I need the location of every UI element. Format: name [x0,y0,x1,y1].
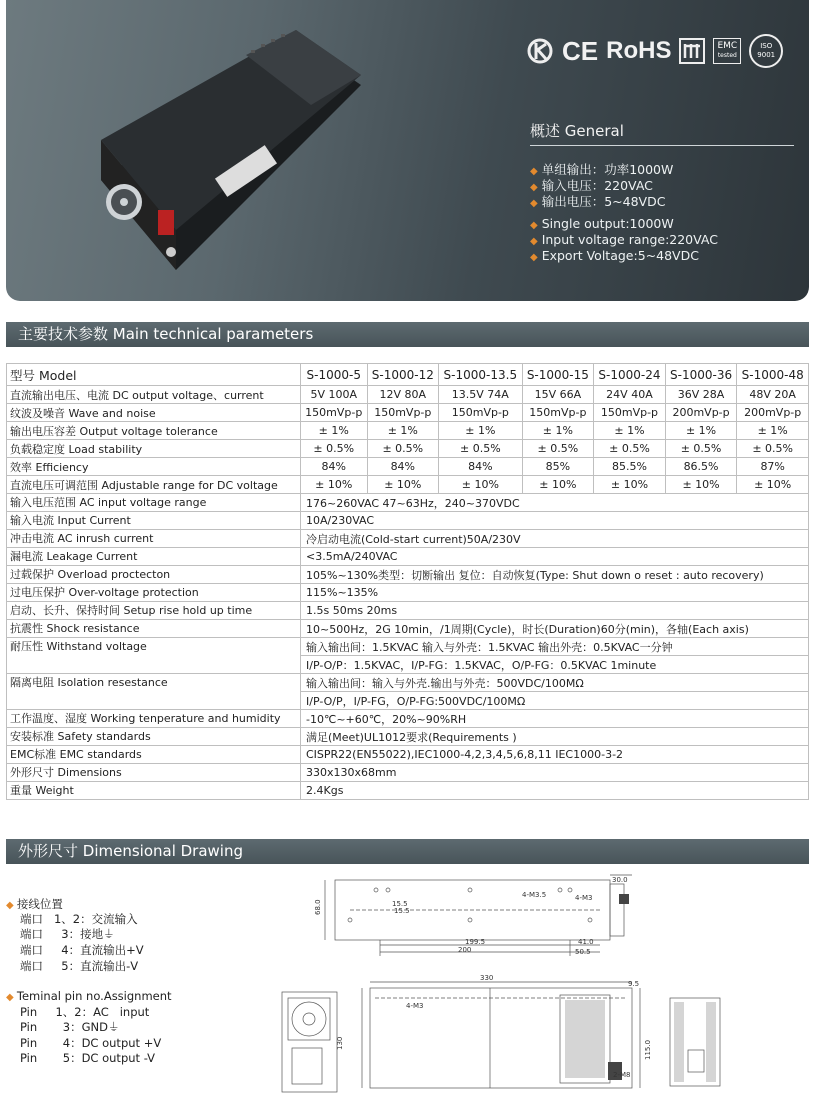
param-value: 10~500Hz，2G 10min，/1周期(Cycle)，时长(Duration)60分(min)，各轴(Each axis) [301,620,809,638]
kc-mark-icon [526,37,554,65]
param-value: 200mVp-p [665,404,737,422]
table-row [7,674,809,692]
ground-icon: ⏚ [103,927,115,941]
param-value: <3.5mA/240VAC [301,548,809,566]
param-value: 48V 20A [737,386,809,404]
general-title: 概述 General [530,122,624,140]
param-value: ± 0.5% [522,440,594,458]
param-value: ± 0.5% [737,440,809,458]
param-value: 输入输出间：输入与外壳.输出与外壳：500VDC/100MΩ [301,674,809,692]
param-label: 纹波及噪音 Wave and noise [7,404,301,422]
param-value: 满足(Meet)UL1012要求(Requirements ) [301,728,809,746]
general-bullet: ◆ 单组输出：功率1000W [530,162,674,177]
table-row [7,364,809,386]
param-value: ± 1% [522,422,594,440]
main-parameters-header: 主要技术参数 Main technical parameters [6,322,809,347]
model-cell: S-1000-36 [665,364,737,386]
table-row [7,638,809,656]
table-row [7,530,809,548]
power-supply-image [96,30,366,275]
param-value: 1.5s 50ms 20ms [301,602,809,620]
model-cell: S-1000-15 [522,364,594,386]
param-label: 启动、长升、保持时间 Setup rise hold up time [7,602,301,620]
model-cell: S-1000-13.5 [439,364,522,386]
param-value: 150mVp-p [522,404,594,422]
dim-label: 50.5 [575,948,591,956]
dimensional-drawing-header: 外形尺寸 Dimensional Drawing [6,839,809,864]
param-value: ± 10% [665,476,737,494]
dim-label: 115.0 [644,1039,652,1060]
param-value: 12V 80A [367,386,439,404]
table-row [7,566,809,584]
table-row [7,386,809,404]
param-value: 36V 28A [665,386,737,404]
table-row [7,782,809,800]
dim-label: 130 [336,1036,344,1050]
param-value: ± 10% [737,476,809,494]
param-value: ± 1% [737,422,809,440]
model-cell: S-1000-12 [367,364,439,386]
model-cell: S-1000-5 [301,364,368,386]
param-value: ± 10% [301,476,368,494]
ground-icon: ⏚ [107,1020,120,1034]
table-row [7,620,809,638]
dim-label: 15.5 [394,907,410,915]
param-value: 86.5% [665,458,737,476]
param-label: 抗震性 Shock resistance [7,620,301,638]
table-row [7,422,809,440]
param-label: 安装标准 Safety standards [7,728,301,746]
certification-logos [526,36,783,66]
param-value: 150mVp-p [301,404,368,422]
pin-title-en: ◆ Teminal pin no.Assignment [6,989,172,1003]
param-value: I/P-O/P，I/P-FG，O/P-FG:500VDC/100MΩ [301,692,809,710]
param-value: ± 0.5% [665,440,737,458]
dim-label: 200 [458,946,472,954]
param-value: 84% [439,458,522,476]
table-row [7,404,809,422]
param-value: 87% [737,458,809,476]
table-row [7,548,809,566]
param-value: 15V 66A [522,386,594,404]
dimensional-drawing [270,870,805,1101]
hero-banner [6,0,809,301]
param-value: -10℃~+60℃，20%~90%RH [301,710,809,728]
param-value: 176~260VAC 47~63Hz，240~370VDC [301,494,809,512]
param-label: 过载保护 Overload proctecton [7,566,301,584]
dim-label: 9.5 [628,980,640,988]
general-bullet: ◆ Single output:1000W [530,216,674,231]
param-label: 输入电压范围 AC input voltage range [7,494,301,512]
param-label: 直流电压可调范围 Adjustable range for DC voltage [7,476,301,494]
param-label: EMC标准 EMC standards [7,746,301,764]
param-value: ± 1% [301,422,368,440]
param-label: 耐压性 Withstand voltage [7,638,301,674]
param-value: ± 0.5% [439,440,522,458]
param-value: 冷启动电流(Cold-start current)50A/230V [301,530,809,548]
table-row [7,584,809,602]
general-bullet: ◆ 输入电压：220VAC [530,178,653,193]
param-value: 85% [522,458,594,476]
param-value: ± 1% [665,422,737,440]
param-value: ± 0.5% [594,440,666,458]
param-value: 84% [301,458,368,476]
table-row [7,494,809,512]
pin-line: 端口 1、2：交流输入 [20,912,138,926]
pin-line: 端口 5：直流输出-V [20,959,139,973]
param-label: 输入电流 Input Current [7,512,301,530]
param-label: 效率 Efficiency [7,458,301,476]
param-value: 150mVp-p [439,404,522,422]
model-cell: S-1000-24 [594,364,666,386]
param-value: 84% [367,458,439,476]
general-bullet: ◆ 输出电压：5~48VDC [530,194,666,209]
rohs-mark: RoHS [606,37,672,64]
param-value: 5V 100A [301,386,368,404]
param-value: ± 10% [439,476,522,494]
param-value: ± 1% [594,422,666,440]
dim-label: 4-M3 [406,1002,424,1010]
param-value: ± 0.5% [301,440,368,458]
param-label: 重量 Weight [7,782,301,800]
dim-label: 199.5 [465,938,486,946]
param-value: 115%~135% [301,584,809,602]
table-row [7,440,809,458]
param-label: 隔离电阻 Isolation resestance [7,674,301,710]
dim-label: 68.0 [314,899,322,915]
ce-mark: CE [562,35,599,66]
param-value: ± 10% [522,476,594,494]
param-value: ± 0.5% [367,440,439,458]
param-label: 直流输出电压、电流 DC output voltage、current [7,386,301,404]
param-value: 105%~130%类型：切断输出 复位：自动恢复(Type: Shut down o reset : auto recovery) [301,566,809,584]
param-value: I/P-O/P：1.5KVAC，I/P-FG：1.5KVAC，O/P-FG：0.5KVAC 1minute [301,656,809,674]
pin-line: Pin 5：DC output -V [20,1051,156,1065]
pin-title-cn: ◆ 接线位置 [6,897,63,911]
general-bullet: ◆ Input voltage range:220VAC [530,232,718,247]
dim-label: 15.5 [392,900,408,908]
general-bullet: ◆ Export Voltage:5~48VDC [530,248,699,263]
pin-line: 端口 4：直流输出+V [20,943,144,957]
tuv-mark-icon [679,38,705,64]
dim-label: 41.0 [578,938,594,946]
iso-mark: ISO 9001 [749,34,783,68]
table-row [7,458,809,476]
table-row [7,602,809,620]
param-value: 24V 40A [594,386,666,404]
param-label: 外形尺寸 Dimensions [7,764,301,782]
dim-label: 4-M3.5 [522,891,547,899]
param-value: ± 1% [367,422,439,440]
pin-line: 端口 3：接地⏚ [20,927,115,941]
param-value: 85.5% [594,458,666,476]
dim-label: 4-M3 [575,894,593,902]
param-value: 10A/230VAC [301,512,809,530]
param-label: 输出电压容差 Output voltage tolerance [7,422,301,440]
param-value: 2.4Kgs [301,782,809,800]
table-row [7,728,809,746]
param-value: ± 1% [439,422,522,440]
param-label: 工作温度、湿度 Working tenperature and humidity [7,710,301,728]
general-divider [530,145,794,146]
param-label: 漏电流 Leakage Current [7,548,301,566]
param-value: 输入输出间：1.5KVAC 输入与外壳：1.5KVAC 输出外壳：0.5KVAC一分钟 [301,638,809,656]
pin-line: Pin 3：GND⏚ [20,1020,120,1034]
param-value: 330x130x68mm [301,764,809,782]
param-value: 150mVp-p [367,404,439,422]
emc-mark: EMC tested [713,38,741,64]
model-label: 型号 Model [7,364,301,386]
table-row [7,764,809,782]
model-cell: S-1000-48 [737,364,809,386]
dim-label: 30.0 [612,876,628,884]
dim-label: 2-M8 [613,1071,631,1079]
param-value: 13.5V 74A [439,386,522,404]
pin-line: Pin 4：DC output +V [20,1036,162,1050]
pin-line: Pin 1、2：AC input [20,1005,150,1019]
param-value: 150mVp-p [594,404,666,422]
param-value: CISPR22(EN55022),IEC1000-4,2,3,4,5,6,8,11 IEC1000-3-2 [301,746,809,764]
param-value: ± 10% [367,476,439,494]
spec-table [6,363,809,800]
param-value: ± 10% [594,476,666,494]
dim-label: 330 [480,974,494,982]
table-row [7,746,809,764]
param-label: 过电压保护 Over-voltage protection [7,584,301,602]
param-value: 200mVp-p [737,404,809,422]
table-row [7,476,809,494]
param-label: 负载稳定度 Load stability [7,440,301,458]
param-label: 冲击电流 AC inrush current [7,530,301,548]
table-row [7,512,809,530]
table-row [7,710,809,728]
